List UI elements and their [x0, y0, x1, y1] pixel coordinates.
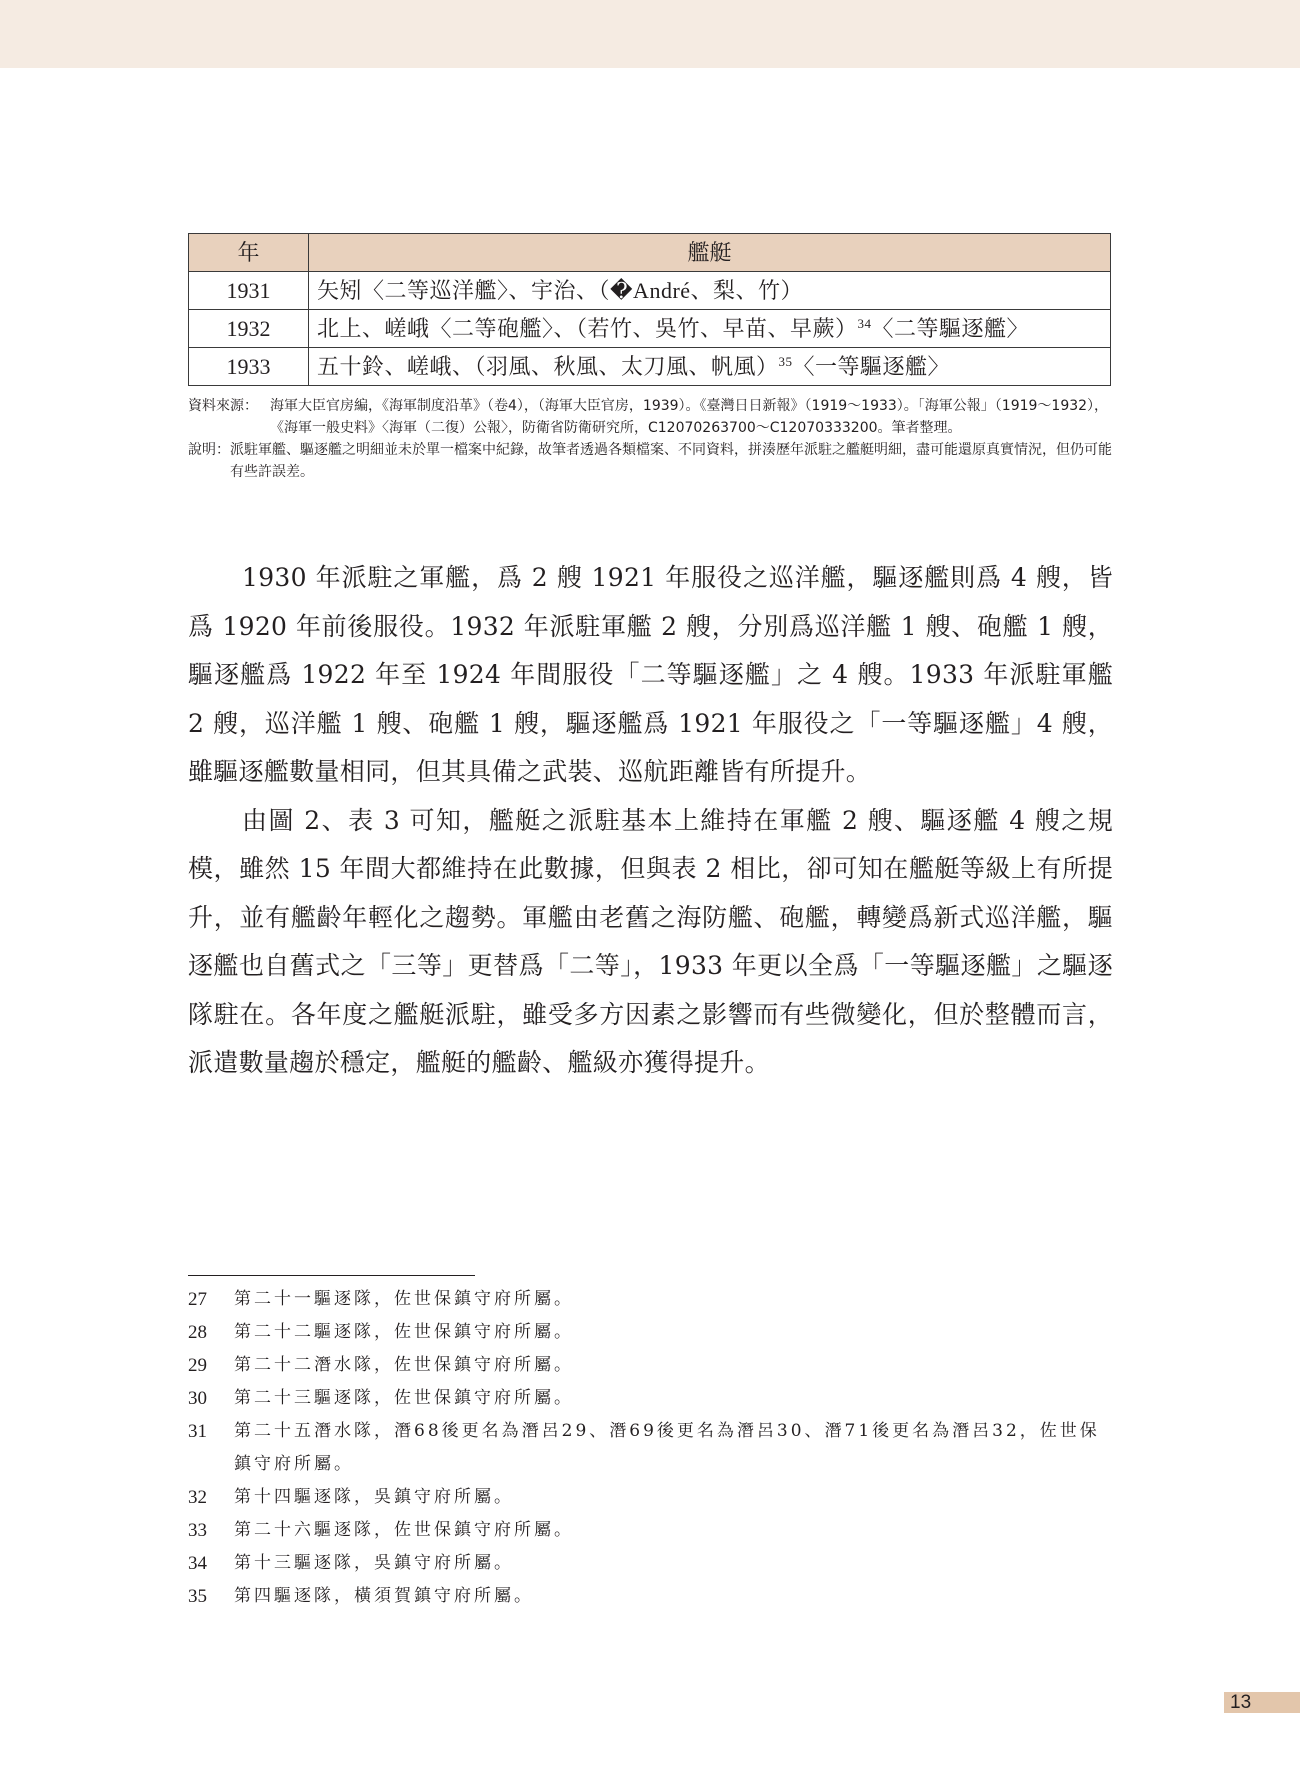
- table-header-row: [189, 234, 1111, 272]
- table-row: [189, 310, 1111, 348]
- row-ships: 矢矧〈二等巡洋艦〉、宇治、（�André、梨、竹）: [309, 272, 1111, 310]
- page-number: 13: [1224, 1692, 1300, 1713]
- footnote-text: 第十三驅逐隊，吳鎮守府所屬。: [234, 1553, 514, 1573]
- ships-text: 五十鈴、嵯峨、（羽風、秋風、太刀風、帆風）: [317, 353, 779, 379]
- footnote-number: 29: [188, 1355, 207, 1376]
- footnote-item: [188, 1481, 1113, 1514]
- table-row: [189, 348, 1111, 386]
- footnote-number: 31: [188, 1421, 207, 1442]
- footnote-item: [188, 1382, 1113, 1415]
- footnote-text: 第二十六驅逐隊，佐世保鎮守府所屬。: [234, 1520, 574, 1540]
- footnote-number: 34: [188, 1553, 207, 1574]
- ships-text: 北上、嵯峨〈二等砲艦〉、（若竹、吳竹、早苗、早蕨）: [317, 315, 858, 341]
- footnote-number: 32: [188, 1487, 207, 1508]
- footnote-item: [188, 1547, 1113, 1580]
- top-band: [0, 0, 1300, 68]
- explain-text: 派駐軍艦、驅逐艦之明細並未於單一檔案中紀錄，故筆者透過各類檔案、不同資料，拼湊歷年派駐之艦艇明細，盡可能還原真實情況，但仍可能有些許誤差。: [230, 442, 1112, 480]
- footnote-ref[interactable]: 35: [778, 353, 793, 369]
- explain-label: 說明：: [188, 442, 230, 458]
- explain-note: [188, 439, 1118, 483]
- source-note: [188, 395, 1118, 439]
- footnote-text: 第二十二潛水隊，佐世保鎮守府所屬。: [234, 1355, 574, 1375]
- row-ships: [309, 348, 1111, 386]
- footnote-text: 第二十三驅逐隊，佐世保鎮守府所屬。: [234, 1388, 574, 1408]
- body-text: [188, 554, 1113, 1088]
- footnote-number: 33: [188, 1520, 207, 1541]
- row-year: 1932: [189, 310, 309, 348]
- source-text: 海軍大臣官房編，《海軍制度沿革》（卷4），（海軍大臣官房，1939）。《臺灣日日新報》（1919～1933）。「海軍公報」（1919～1932），《海軍一般史料》〈海軍（二復）公報〉，防衛省防衛研究所，C12070263700～C12070333200。筆者整理。: [270, 398, 1109, 436]
- footnote-item: [188, 1415, 1113, 1481]
- ships-table: [188, 233, 1111, 386]
- footnote-text: 第十四驅逐隊，吳鎮守府所屬。: [234, 1487, 514, 1507]
- table-row: [189, 272, 1111, 310]
- source-label: 資料來源：: [188, 398, 258, 414]
- footnote-item: [188, 1580, 1113, 1613]
- row-year: 1933: [189, 348, 309, 386]
- header-ships: 艦艇: [309, 234, 1111, 272]
- header-year: 年: [189, 234, 309, 272]
- footnote-item: [188, 1349, 1113, 1382]
- table-notes: [188, 395, 1118, 483]
- footnote-number: 35: [188, 1586, 207, 1607]
- ships-class: 〈二等驅逐艦〉: [871, 315, 1030, 341]
- footnote-item: [188, 1316, 1113, 1349]
- footnote-item: [188, 1514, 1113, 1547]
- footnote-text: 第四驅逐隊，橫須賀鎮守府所屬。: [234, 1586, 534, 1606]
- row-ships: [309, 310, 1111, 348]
- footnote-text: 第二十一驅逐隊，佐世保鎮守府所屬。: [234, 1289, 574, 1309]
- row-year: 1931: [189, 272, 309, 310]
- footnote-text: 第二十二驅逐隊，佐世保鎮守府所屬。: [234, 1322, 574, 1342]
- paragraph: 1930 年派駐之軍艦，爲 2 艘 1921 年服役之巡洋艦，驅逐艦則爲 4 艘，皆爲 1920 年前後服役。1932 年派駐軍艦 2 艘，分別爲巡洋艦 1 艘、砲艦 1 艘，驅逐艦爲 1922 年至 1924 年間服役「二等驅逐艦」之 4 艘。1933 年派駐軍艦 2 艘，巡洋艦 1 艘、砲艦 1 艘，驅逐艦爲 1921 年服役之「一等驅逐艦」4 艘，雖驅逐艦數量相同，但其具備之武裝、巡航距離皆有所提升。: [188, 563, 1113, 786]
- footnote-number: 30: [188, 1388, 207, 1409]
- footnote-divider: [188, 1275, 475, 1276]
- footnote-number: 27: [188, 1289, 207, 1310]
- footnote-ref[interactable]: 34: [857, 315, 872, 331]
- paragraph: 由圖 2、表 3 可知，艦艇之派駐基本上維持在軍艦 2 艘、驅逐艦 4 艘之規模，雖然 15 年間大都維持在此數據，但與表 2 相比，卻可知在艦艇等級上有所提升，並有艦齡年輕化之趨勢。軍艦由老舊之海防艦、砲艦，轉變爲新式巡洋艦，驅逐艦也自舊式之「三等」更替爲「二等」，1933 年更以全爲「一等驅逐艦」之驅逐隊駐在。各年度之艦艇派駐，雖受多方因素之影響而有些微變化，但於整體而言，派遣數量趨於穩定，艦艇的艦齡、艦級亦獲得提升。: [188, 805, 1113, 1077]
- footnote-text: 第二十五潛水隊，潛68後更名為潛呂29、潛69後更名為潛呂30、潛71後更名為潛呂32，佐世保鎮守府所屬。: [234, 1421, 1100, 1474]
- footnotes-list: [188, 1283, 1113, 1613]
- ships-class: 〈一等驅逐艦〉: [792, 353, 951, 379]
- footnote-number: 28: [188, 1322, 207, 1343]
- footnote-item: [188, 1283, 1113, 1316]
